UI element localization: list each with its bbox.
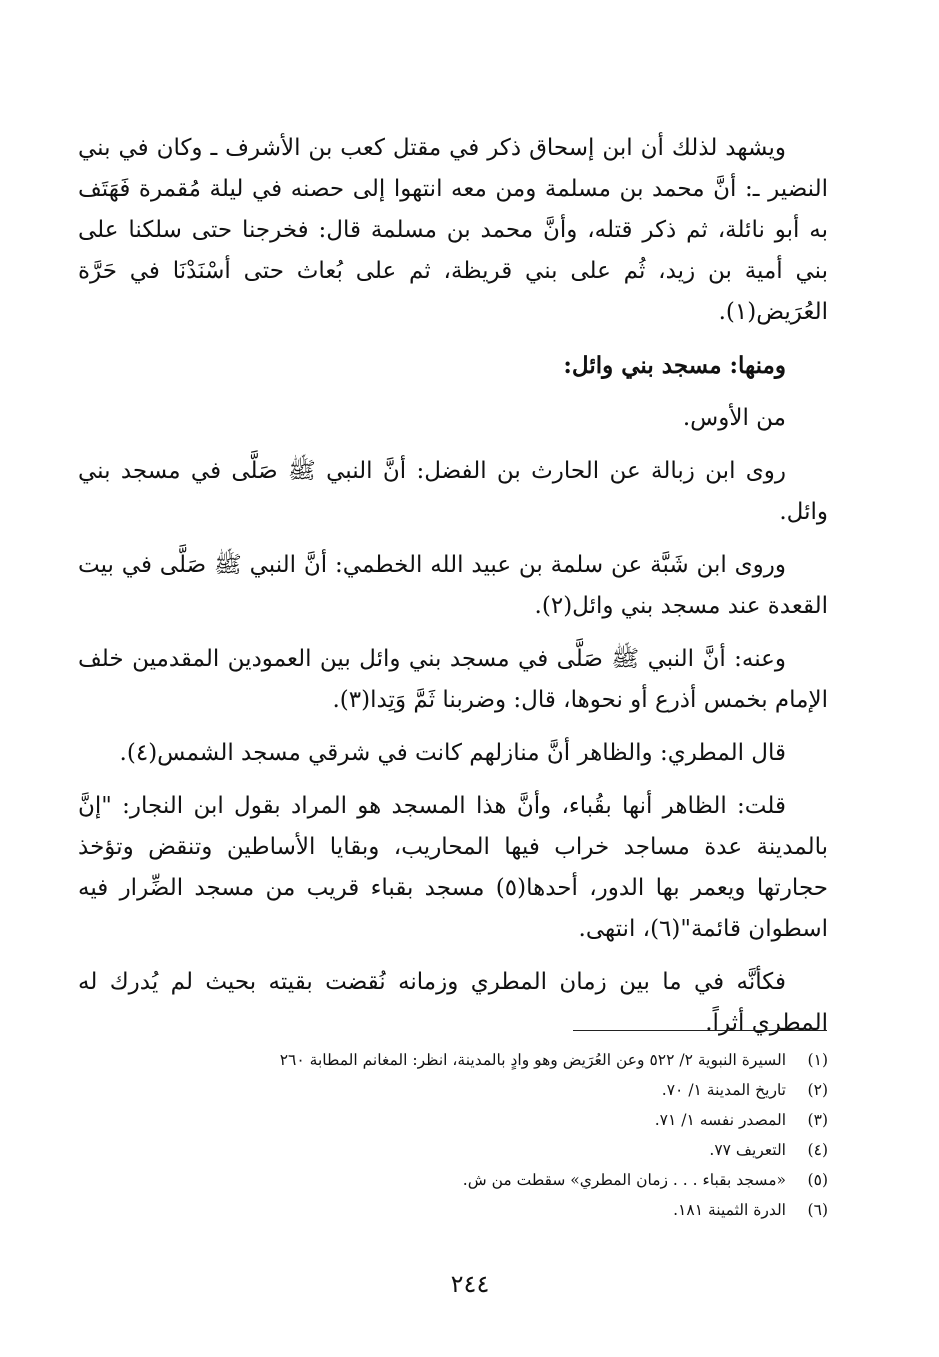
main-text	[78, 128, 828, 1056]
footnote-number: (١)	[807, 1051, 828, 1069]
footnote-item	[140, 1075, 828, 1105]
paragraph-qultu: قلت: الظاهر أنها بقُباء، وأنَّ هذا المسجد هو المراد بقول ابن النجار: "إنَّ بالمدينة عدة مساجد خراب فيها المحاريب، وبقايا الأساطين وتنقض وتؤخذ حجارتها ويعمر بها الدور، أحدها(٥) مسجد بقباء قريب من مسجد الضِّرار فيه اسطوان قائمة"(٦)، انتهى.	[78, 793, 829, 942]
footnote-item	[140, 1165, 828, 1195]
paragraph-min-al-aws: من الأوس.	[682, 405, 786, 431]
footnote-item	[140, 1195, 828, 1225]
paragraph-fa-kaannahu: فكأنَّه في ما بين زمان المطري وزمانه نُقضت بقيته بحيث لم يُدرك له المطري أثراً.	[78, 969, 828, 1036]
footnote-divider	[573, 1030, 827, 1031]
paragraph-ibn-zabala: روى ابن زبالة عن الحارث بن الفضل: أنَّ النبي ﷺ صَلَّى في مسجد بني وائل.	[78, 458, 828, 525]
paragraph-ibn-ishaq: ويشهد لذلك أن ابن إسحاق ذكر في مقتل كعب بن الأشرف ـ وكان في بني النضير ـ: أنَّ محمد بن مسلمة ومن معه انتهوا إلى حصنه في ليلة مُقمرة فَهَتَف به أبو نائلة، ثم ذكر قتله، وأنَّ محمد بن مسلمة قال: فخرجنا حتى سلكنا على بني أمية بن زيد، ثُم على بني قريظة، ثم على بُعاث حتى أسْنَدْنَا في حَرَّة العُرَيض(١).	[78, 135, 828, 325]
paragraph-al-matari: قال المطري: والظاهر أنَّ منازلهم كانت في شرقي مسجد الشمس(٤).	[119, 740, 786, 766]
footnote-number: (٤)	[807, 1141, 828, 1159]
footnote-text: الدرة الثمينة ١٨١.	[673, 1201, 786, 1219]
footnote-text: التعريف ٧٧.	[709, 1141, 786, 1159]
page-number: ٢٤٤	[450, 1270, 490, 1298]
footnote-number: (٢)	[807, 1081, 828, 1099]
paragraph-wa-anhu: وعنه: أنَّ النبي ﷺ صَلَّى في مسجد بني وائل بين العمودين المقدمين خلف الإمام بخمس أذرع أو نحوها، قال: وضربنا ثَمَّ وَتِدا(٣).	[78, 646, 828, 713]
footnote-text: السيرة النبوية ٢/ ٥٢٢ وعن العُرَيض وهو وادٍ بالمدينة، انظر: المغانم المطابة ٢٦٠	[279, 1051, 786, 1069]
footnote-text: «مسجد بقباء . . . زمان المطري» سقطت من ش.	[462, 1171, 786, 1189]
footnote-number: (٦)	[807, 1201, 828, 1219]
footnote-text: تاريخ المدينة ١/ ٧٠.	[661, 1081, 786, 1099]
footnote-text: المصدر نفسه ١/ ٧١.	[654, 1111, 786, 1129]
footnotes	[140, 1045, 828, 1225]
footnote-number: (٣)	[807, 1111, 828, 1129]
footnote-item	[140, 1135, 828, 1165]
footnote-item	[140, 1045, 828, 1075]
paragraph-ibn-shabba: وروى ابن شَبَّة عن سلمة بن عبيد الله الخطمي: أنَّ النبي ﷺ صَلَّى في بيت القعدة عند مسجد بني وائل(٢).	[78, 552, 828, 619]
section-heading-masjid-bani-wail: ومنها: مسجد بني وائل:	[563, 352, 786, 379]
footnote-number: (٥)	[807, 1171, 828, 1189]
footnote-item	[140, 1105, 828, 1135]
